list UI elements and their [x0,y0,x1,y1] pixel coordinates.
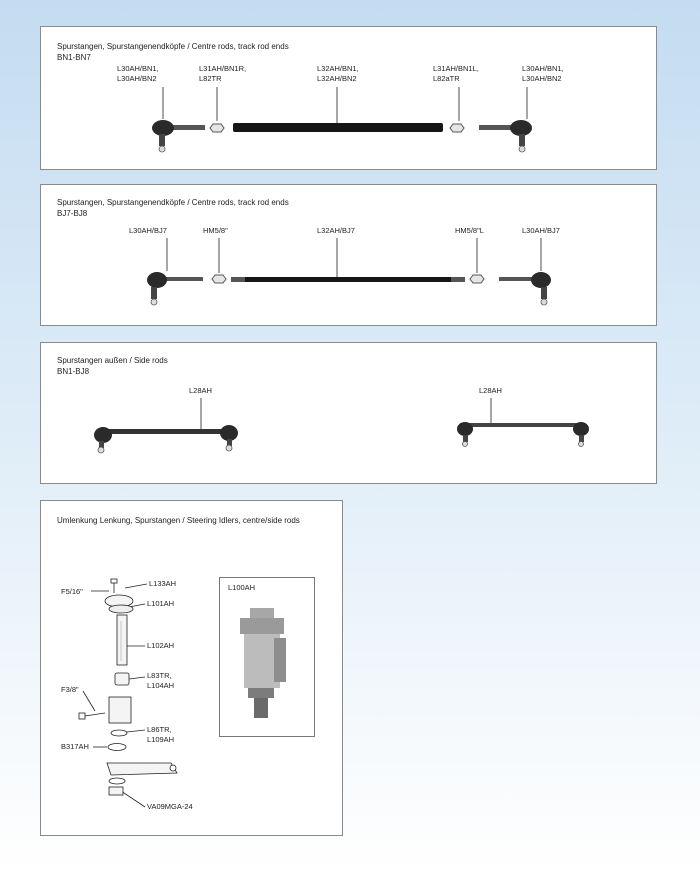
panel-title: Spurstangen, Spurstangenendköpfe / Centre rods, track rod ends [57,42,289,51]
part-label: L109AH [147,735,175,744]
part-label: L102AH [147,641,175,650]
centre-rod [233,123,443,132]
part-label: L133AH [149,579,177,588]
panel-centre-rods-bj [40,184,657,326]
parts-drawing [41,27,658,171]
part-label: F5/16" [61,587,83,596]
part-label: L30AH/BJ7 [129,226,167,235]
part-label: B317AH [61,742,89,751]
part-label: HM5/8"L [455,226,484,235]
nut-right [450,124,464,132]
panel-steering-idlers [40,500,343,836]
part-label: L101AH [147,599,175,608]
photo-label: L100AH [228,583,256,592]
panel-subtitle: BJ7-BJ8 [57,209,88,218]
panel-subtitle: BN1-BN7 [57,53,91,62]
parts-drawing [41,185,658,327]
part-label: L28AH [189,386,212,395]
centre-rod [233,277,463,282]
track-rod-end-right [499,272,551,305]
panel-title: Spurstangen außen / Side rods [57,356,168,365]
part-label: L30AH/BN1, L30AH/BN2 [117,64,159,83]
nut-left [212,275,226,283]
part-label: VA09MGA-24 [147,802,193,811]
part-label: L31AH/BN1R, L82TR [199,64,247,83]
part-label: L86TR, [147,725,172,734]
part-label: F3/8" [61,685,79,694]
idler-photo-box [219,577,315,737]
track-rod-end-right [479,120,532,152]
panel-title: Spurstangen, Spurstangenendköpfe / Centre rods, track rod ends [57,198,289,207]
part-label: HM5/8" [203,226,228,235]
part-label: L32AH/BN1, L32AH/BN2 [317,64,359,83]
idler-assembly-photo [220,578,314,736]
part-label: L83TR, [147,671,172,680]
side-rod-right [457,422,589,447]
part-label: L30AH/BJ7 [522,226,560,235]
part-label: L104AH [147,681,175,690]
part-label: L28AH [479,386,502,395]
part-label: L31AH/BN1L, L82aTR [433,64,479,83]
panel-subtitle: BN1-BJ8 [57,367,90,376]
parts-drawing [41,343,658,485]
nut-right [470,275,484,283]
panel-centre-rods-bn [40,26,657,170]
part-label: L32AH/BJ7 [317,226,355,235]
track-rod-end-left [147,272,203,305]
side-rod-left [94,425,238,453]
panel-title: Umlenkung Lenkung, Spurstangen / Steering Idlers, centre/side rods [57,516,300,525]
part-label: L30AH/BN1, L30AH/BN2 [522,64,564,83]
track-rod-end-left [152,120,205,152]
nut-left [210,124,224,132]
panel-side-rods [40,342,657,484]
